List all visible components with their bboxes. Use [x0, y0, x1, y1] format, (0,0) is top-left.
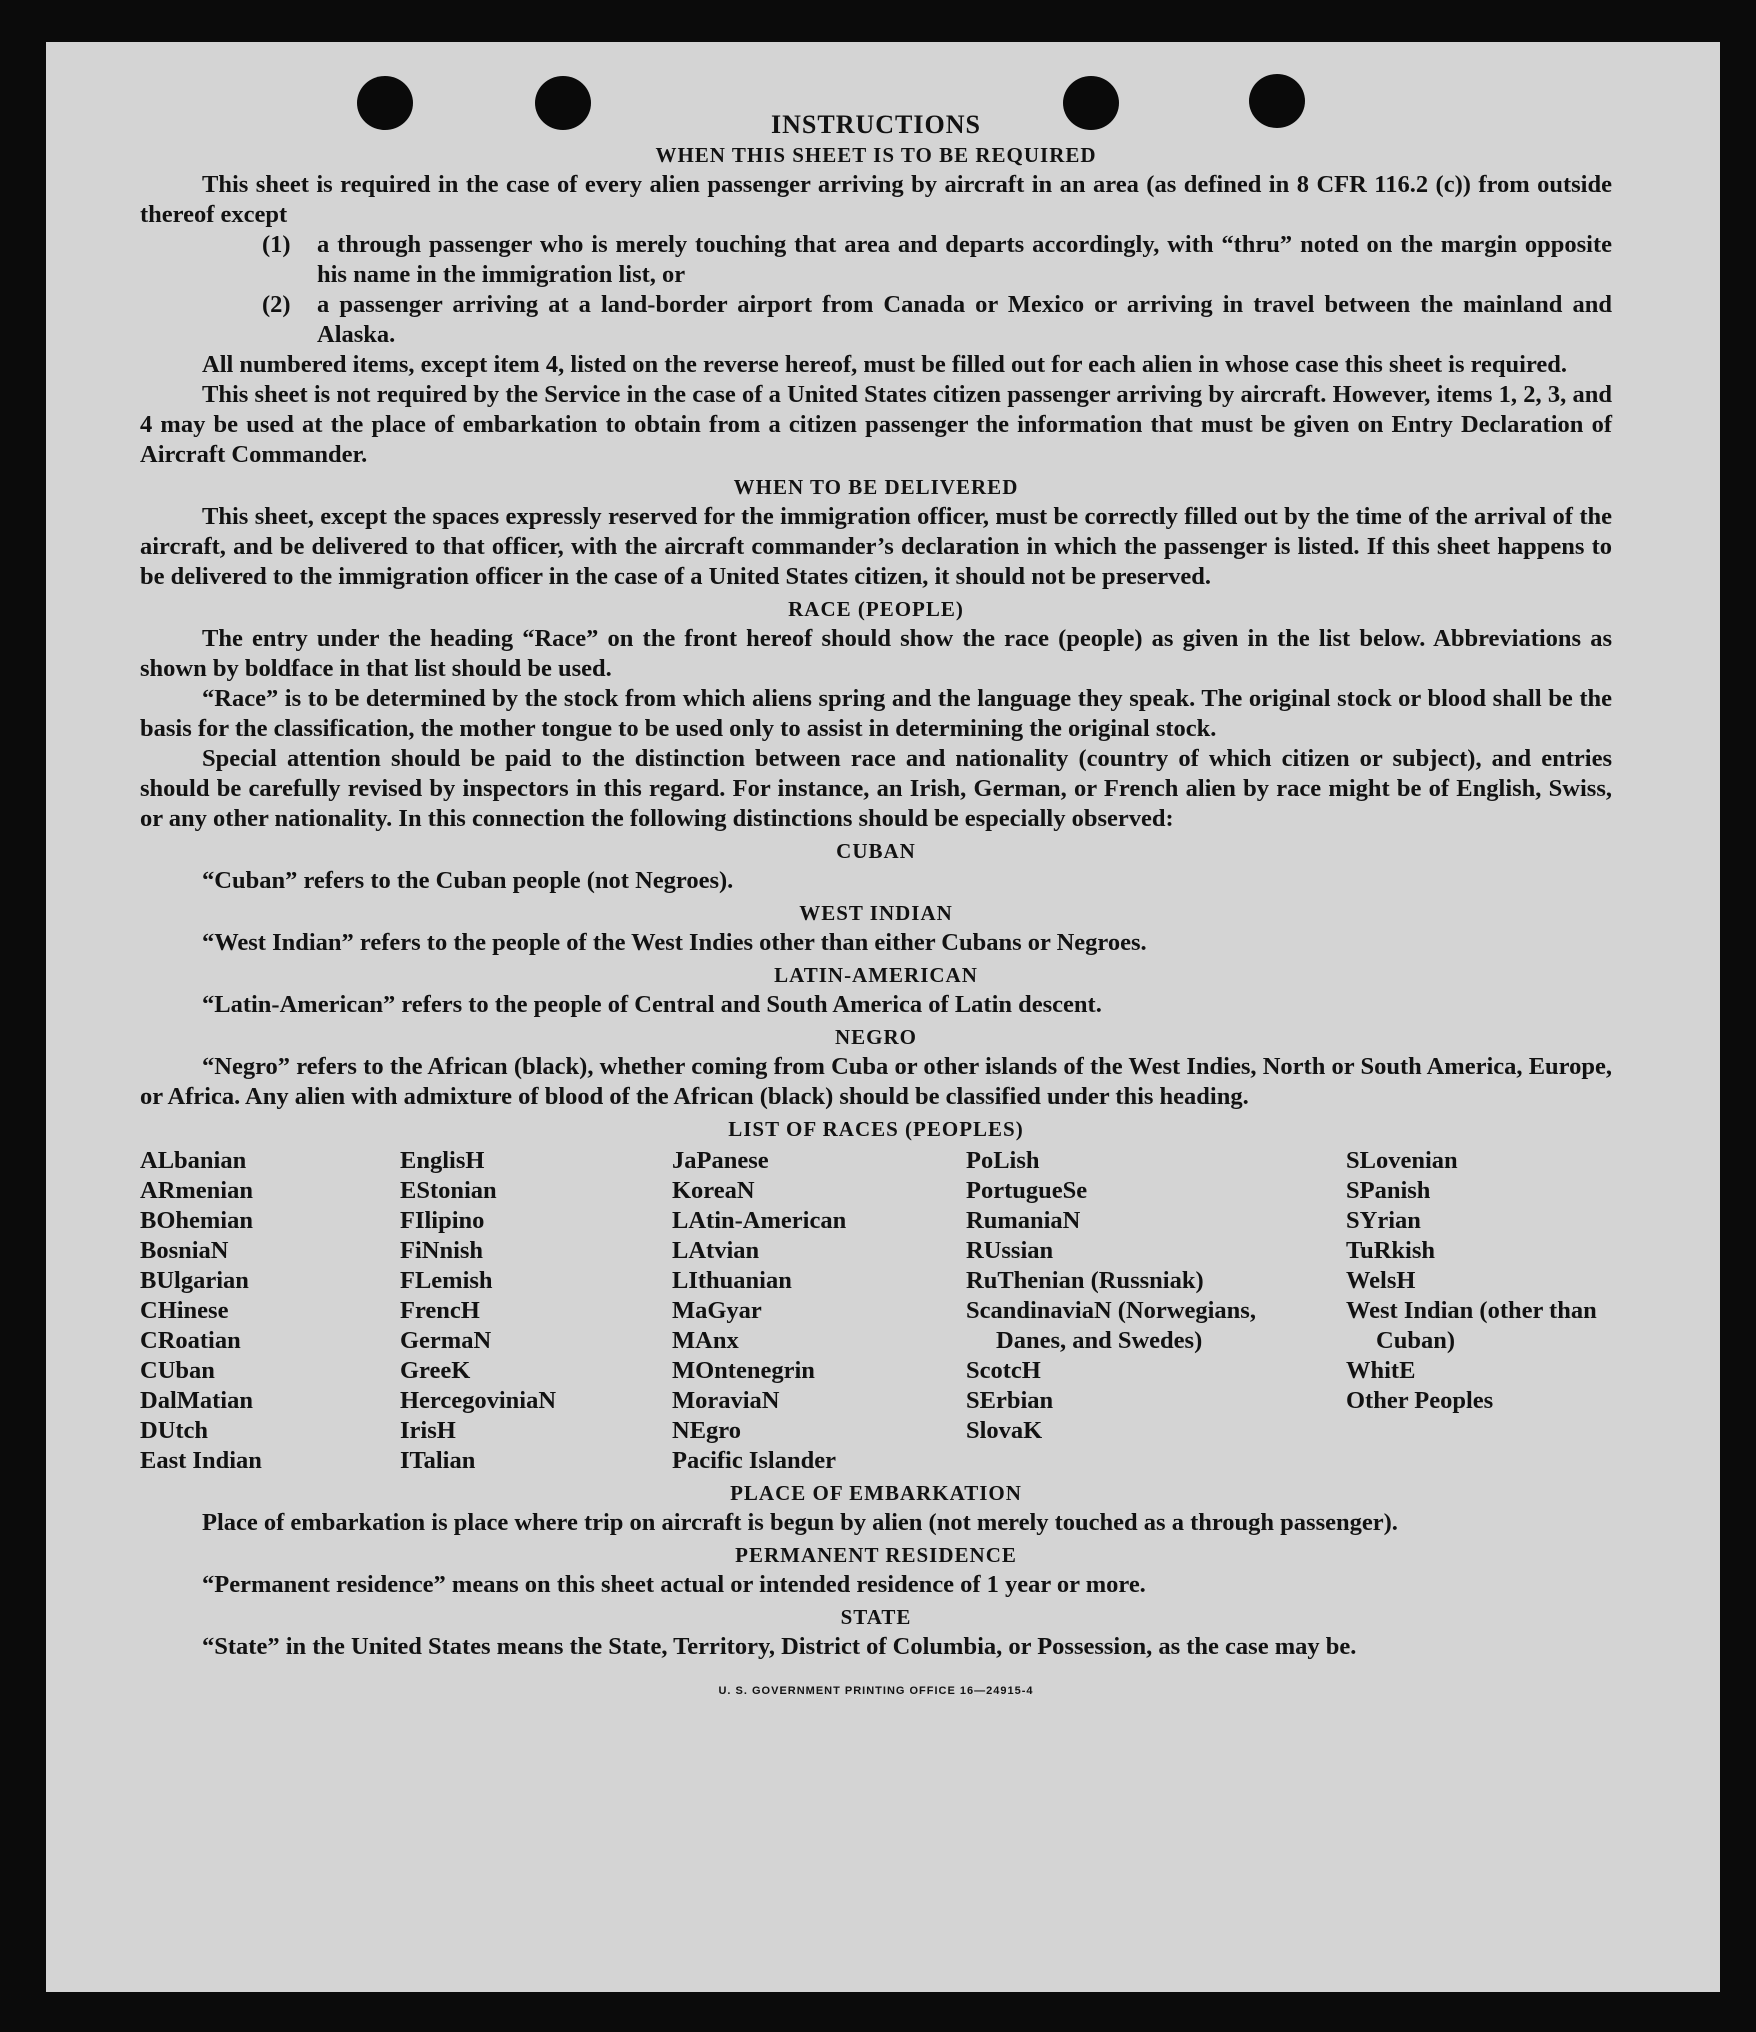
section-heading: STATE: [840, 1605, 912, 1629]
race-entry: LIthuanian: [672, 1267, 792, 1294]
race-entry: RuThenian (Russniak): [966, 1267, 1204, 1294]
race-entry: ScandinaviaN (Norwegians, Danes, and Swedes): [966, 1297, 1256, 1354]
race-entry: NEgro: [672, 1417, 741, 1444]
race-column: [966, 1146, 1346, 1476]
definition: “Latin-American” refers to the people of Central and South America of Latin descent.: [202, 991, 1102, 1018]
paragraph: Place of embarkation is place where trip on aircraft is begun by alien (not merely touched as a through passenger).: [202, 1509, 1398, 1536]
race-entry: SErbian: [966, 1387, 1054, 1414]
race-entry: LAtin-American: [672, 1207, 847, 1234]
race-entry: FIlipino: [400, 1207, 485, 1234]
paragraph: The entry under the heading “Race” on the front hereof should show the race (people) as given in the list below. Abbreviations as shown by boldface in that list should be used.: [140, 625, 1612, 682]
race-entry: EStonian: [400, 1177, 497, 1204]
race-entry: SLovenian: [1346, 1147, 1458, 1174]
paragraph: “Negro” refers to the African (black), whether coming from Cuba or other islands of the West Indies, North or South America, Europe, or Africa. Any alien with admixture of blood of the African (black) should be classified under this heading.: [140, 1053, 1612, 1110]
definition: “Cuban” refers to the Cuban people (not Negroes).: [202, 867, 734, 894]
race-entry: MAnx: [672, 1327, 739, 1354]
race-column: [140, 1146, 400, 1476]
list-item: [262, 230, 1612, 290]
section-heading: LIST OF RACES (PEOPLES): [728, 1117, 1024, 1141]
item-number: (2): [262, 291, 291, 318]
race-entry: East Indian: [140, 1447, 262, 1474]
definition: “Permanent residence” means on this sheet actual or intended residence of 1 year or more.: [202, 1571, 1146, 1598]
section-heading: WHEN THIS SHEET IS TO BE REQUIRED: [655, 143, 1097, 167]
race-entry: HercegoviniaN: [400, 1387, 557, 1414]
race-entry: ALbanian: [140, 1147, 247, 1174]
race-entry: SlovaK: [966, 1417, 1043, 1444]
race-entry: BosniaN: [140, 1237, 229, 1264]
section-heading: PLACE OF EMBARKATION: [730, 1481, 1022, 1505]
race-entry: FrencH: [400, 1297, 480, 1324]
race-column: [672, 1146, 966, 1476]
race-entry: ScotcH: [966, 1357, 1041, 1384]
race-entry: MoraviaN: [672, 1387, 780, 1414]
race-entry: JaPanese: [672, 1147, 769, 1174]
race-entry: Pacific Islander: [672, 1447, 836, 1474]
race-entry: RUssian: [966, 1237, 1054, 1264]
paragraph: This sheet, except the spaces expressly reserved for the immigration officer, must be correctly filled out by the time of the arrival of the aircraft, and be delivered to that officer, with the aircraft commander’s declaration in which the passenger is listed. If this sheet happens to be delivered to the immigration officer in the case of a United States citizen, it should not be preserved.: [140, 503, 1612, 590]
race-entry: GreeK: [400, 1357, 471, 1384]
race-entry: ITalian: [400, 1447, 476, 1474]
race-entry: TuRkish: [1346, 1237, 1436, 1264]
race-entry: BOhemian: [140, 1207, 253, 1234]
race-entry: LAtvian: [672, 1237, 760, 1264]
race-entry: West Indian (other than Cuban): [1346, 1297, 1597, 1354]
race-list: [140, 1146, 1612, 1476]
race-entry: SYrian: [1346, 1207, 1421, 1234]
race-entry: PortugueSe: [966, 1177, 1088, 1204]
race-entry: ARmenian: [140, 1177, 253, 1204]
section-heading: NEGRO: [834, 1025, 917, 1049]
item-number: (1): [262, 231, 291, 258]
section-heading: LATIN-AMERICAN: [774, 963, 978, 987]
section-heading: RACE (PEOPLE): [788, 597, 964, 621]
section-heading: WHEN TO BE DELIVERED: [733, 475, 1019, 499]
section-heading: PERMANENT RESIDENCE: [735, 1543, 1017, 1567]
race-entry: CHinese: [140, 1297, 229, 1324]
race-entry: WhitE: [1346, 1357, 1416, 1384]
race-entry: CRoatian: [140, 1327, 241, 1354]
definition: “West Indian” refers to the people of the West Indies other than either Cubans or Negroes.: [202, 929, 1147, 956]
race-entry: PoLish: [966, 1147, 1040, 1174]
race-entry: KoreaN: [672, 1177, 755, 1204]
race-entry: WelsH: [1346, 1267, 1416, 1294]
race-entry: GermaN: [400, 1327, 492, 1354]
item-text: a passenger arriving at a land-border airport from Canada or Mexico or arriving in travel between the mainland and Alaska.: [317, 291, 1612, 348]
section-heading: WEST INDIAN: [799, 901, 953, 925]
race-entry: DUtch: [140, 1417, 209, 1444]
paragraph: “State” in the United States means the State, Territory, District of Columbia, or Possession, as the case may be.: [202, 1633, 1357, 1660]
race-entry: DalMatian: [140, 1387, 253, 1414]
item-text: a through passenger who is merely touching that area and departs accordingly, with “thru” noted on the margin opposite his name in the immigration list, or: [317, 231, 1612, 288]
paragraph: Special attention should be paid to the distinction between race and nationality (country of which citizen or subject), and entries should be carefully revised by inspectors in this regard. For instance, an Irish, German, or French alien by race might be of English, Swiss, or any other nationality. In this connection the following distinctions should be especially observed:: [140, 745, 1612, 832]
printer-imprint: U. S. GOVERNMENT PRINTING OFFICE 16—24915-4: [718, 1685, 1034, 1697]
race-entry: CUban: [140, 1357, 215, 1384]
race-entry: FiNnish: [400, 1237, 484, 1264]
race-entry: RumaniaN: [966, 1207, 1081, 1234]
page-title: INSTRUCTIONS: [771, 110, 981, 139]
race-entry: MOntenegrin: [672, 1357, 815, 1384]
list-item: [262, 290, 1612, 350]
race-entry: FLemish: [400, 1267, 493, 1294]
race-entry: EnglisH: [400, 1147, 485, 1174]
race-column: [400, 1146, 672, 1476]
instructions-text: [140, 110, 1612, 1706]
section-heading: CUBAN: [836, 839, 916, 863]
race-column: [1346, 1146, 1612, 1476]
race-entry: MaGyar: [672, 1297, 762, 1324]
paragraph: This sheet is required in the case of every alien passenger arriving by aircraft in an area (as defined in 8 CFR 116.2 (c)) from outside thereof except: [140, 171, 1612, 228]
paragraph: All numbered items, except item 4, listed on the reverse hereof, must be filled out for each alien in whose case this sheet is required.: [202, 351, 1568, 378]
race-entry: BUlgarian: [140, 1267, 249, 1294]
paragraph: “Race” is to be determined by the stock from which aliens spring and the language they speak. The original stock or blood shall be the basis for the classification, the mother tongue to be used only to assist in determining the original stock.: [140, 685, 1612, 742]
race-entry: SPanish: [1346, 1177, 1431, 1204]
race-entry: IrisH: [400, 1417, 456, 1444]
paragraph: This sheet is not required by the Service in the case of a United States citizen passenger arriving by aircraft. However, items 1, 2, 3, and 4 may be used at the place of embarkation to obtain from a citizen passenger the information that must be given on Entry Declaration of Aircraft Commander.: [140, 381, 1612, 468]
race-entry: Other Peoples: [1346, 1387, 1494, 1414]
